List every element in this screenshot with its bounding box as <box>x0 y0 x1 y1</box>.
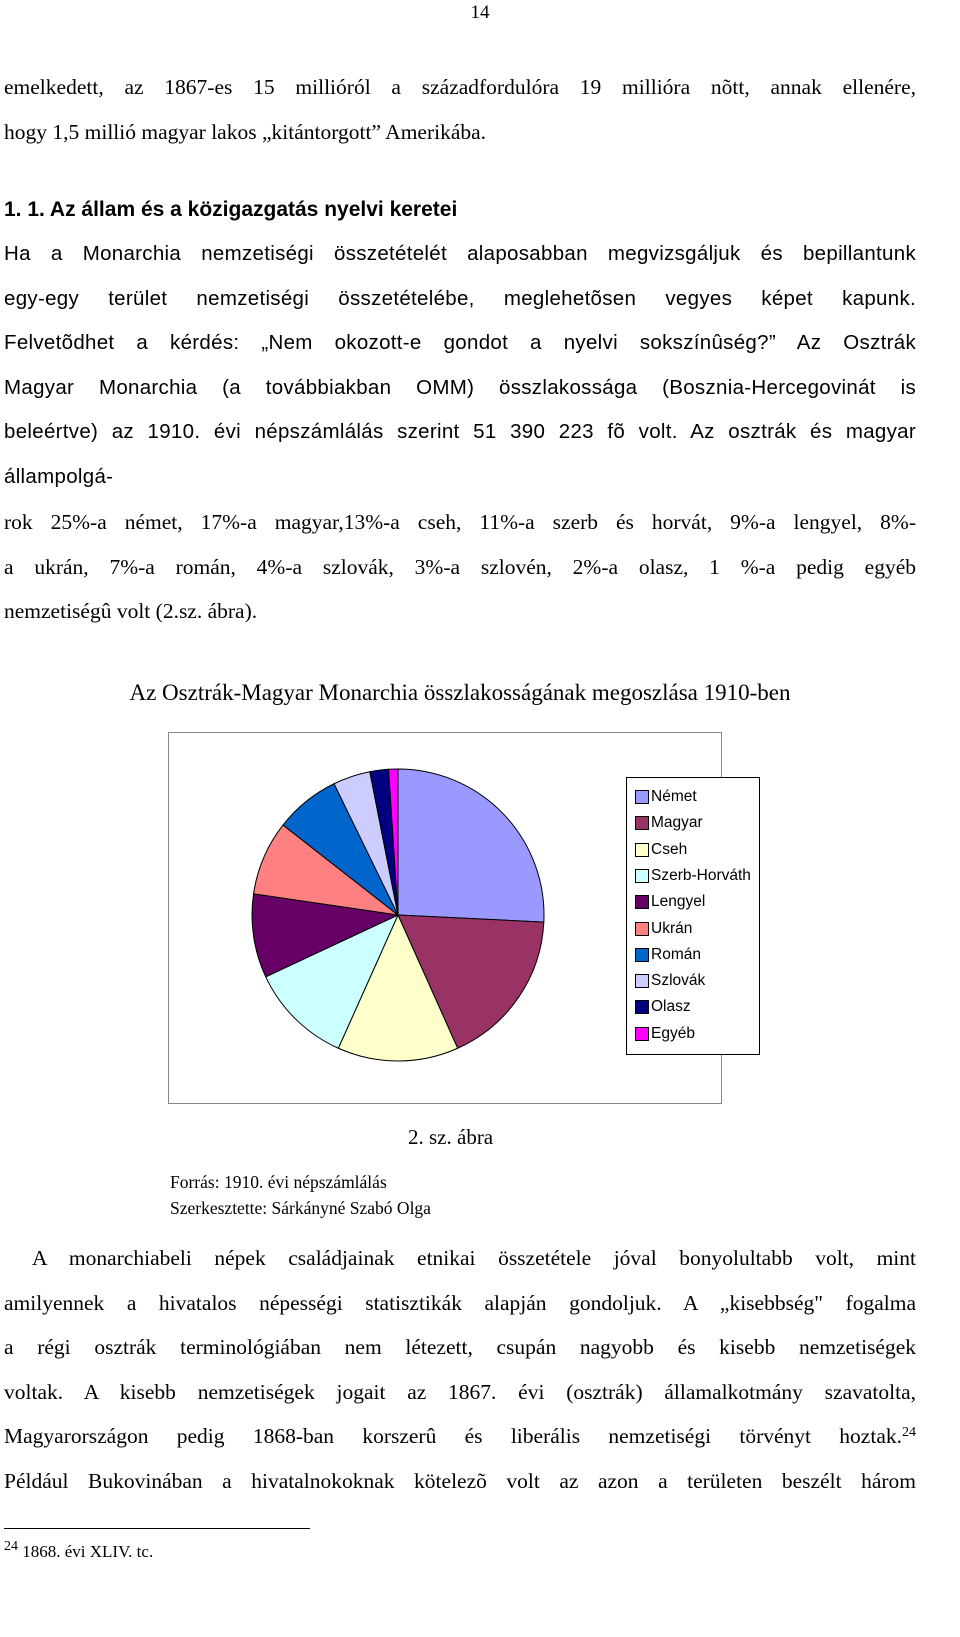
legend-label: Szerb-Horváth <box>651 866 751 884</box>
legend-swatch <box>635 869 649 883</box>
text-line: amilyennek a hivatalos népességi statisztikák alapján gondoljuk. A „kisebbség" fogalma <box>4 1290 916 1315</box>
editor-line: Szerkesztette: Sárkányné Szabó Olga <box>170 1198 431 1218</box>
legend-item <box>635 787 697 807</box>
text-line: a régi osztrák terminológiában nem létezett, csupán nagyobb és kisebb nemzetiségek <box>4 1335 916 1359</box>
legend-swatch <box>635 816 649 830</box>
legend-swatch <box>635 1000 649 1014</box>
text-line: beleértve) az 1910. évi népszámlálás szerint 51 390 223 fõ volt. Az osztrák és magyar <box>4 420 916 443</box>
text-line: rok 25%-a német, 17%-a magyar,13%-a cseh, 11%-a szerb és horvát, 9%-a lengyel, 8%- <box>4 510 916 534</box>
source-line: Forrás: 1910. évi népszámlálás <box>170 1172 387 1192</box>
legend-item <box>635 971 705 991</box>
pie-slice-német <box>398 769 544 922</box>
paragraph-minorities <box>4 1236 916 1503</box>
legend-swatch <box>635 948 649 962</box>
footnote-text: 1868. évi XLIV. tc. <box>22 1542 154 1561</box>
legend-swatch <box>635 974 649 988</box>
chart-legend <box>626 777 760 1055</box>
footnote-divider <box>4 1528 310 1529</box>
section-heading: 1. 1. Az állam és a közigazgatás nyelvi keretei <box>4 198 458 221</box>
footnote <box>4 1539 154 1562</box>
legend-item <box>635 866 751 886</box>
legend-item <box>635 945 701 965</box>
legend-label: Cseh <box>651 840 688 858</box>
legend-swatch <box>635 895 649 909</box>
text-line: hogy 1,5 millió magyar lakos „kitántorgott” Amerikába. <box>4 119 487 144</box>
legend-swatch <box>635 843 649 857</box>
text-line: a ukrán, 7%-a román, 4%-a szlovák, 3%-a szlovén, 2%-a olasz, 1 %-a pedig egyéb <box>4 554 916 579</box>
text-line: nemzetiségû volt (2.sz. ábra). <box>4 599 258 623</box>
text-line: állampolgá- <box>4 464 114 488</box>
footnote-mark: 24 <box>4 1539 18 1554</box>
text-line: A monarchiabeli népek családjainak etnikai összetétele jóval bonyolultabb volt, mint <box>32 1246 916 1270</box>
legend-label: Magyar <box>651 814 703 832</box>
legend-swatch <box>635 790 649 804</box>
legend-item <box>635 919 692 939</box>
legend-item <box>635 997 691 1017</box>
legend-item <box>635 1024 695 1044</box>
legend-item <box>635 813 703 833</box>
text-line: voltak. A kisebb nemzetiségek jogait az 1867. évi (osztrák) államalkotmány szavatolta, <box>4 1379 916 1404</box>
legend-label: Román <box>651 945 701 963</box>
text-line: Magyar Monarchia (a továbbiakban OMM) összlakossága (Bosznia-Hercegovinát is <box>4 375 916 399</box>
legend-label: Lengyel <box>651 893 706 911</box>
text-segment: Magyarországon pedig 1868-ban korszerû és liberális nemzetiségi törvényt hoztak. <box>4 1424 902 1448</box>
text-line: Például Bukovinában a hivatalnokoknak kötelezõ volt az azon a területen beszélt három <box>4 1468 916 1493</box>
text-line <box>4 1414 916 1459</box>
figure-label: 2. sz. ábra <box>408 1125 494 1149</box>
text-line: Ha a Monarchia nemzetiségi összetételét alaposabban megvizsgáljuk és bepillantunk <box>4 242 916 265</box>
footnote-reference[interactable]: 24 <box>902 1425 916 1440</box>
legend-label: Egyéb <box>651 1024 695 1042</box>
legend-label: Ukrán <box>651 919 693 937</box>
chart-title: Az Osztrák-Magyar Monarchia összlakosságának megoszlása 1910-ben <box>129 680 791 705</box>
legend-item <box>635 840 687 860</box>
legend-label: Szlovák <box>651 972 706 990</box>
text-line: emelkedett, az 1867-es 15 millióról a századfordulóra 19 millióra nõtt, annak ellenére, <box>4 75 916 99</box>
legend-label: Olasz <box>651 998 691 1016</box>
text-line: Felvetõdhet a kérdés: „Nem okozott-e gondot a nyelvi sokszínûség?” Az Osztrák <box>4 331 916 354</box>
figure-source <box>170 1169 431 1221</box>
legend-swatch <box>635 922 649 936</box>
legend-label: Német <box>651 788 697 805</box>
legend-item <box>635 892 705 912</box>
text-line: egy-egy terület nemzetiségi összetételébe, meglehetõsen vegyes képet kapunk. <box>4 286 916 310</box>
legend-swatch <box>635 1027 649 1041</box>
page-number: 14 <box>470 2 490 23</box>
